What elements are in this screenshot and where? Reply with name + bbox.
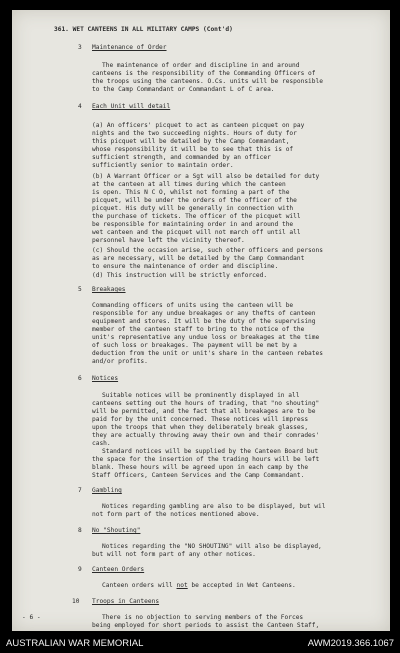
- text-line: canteens is the responsibility of the Commanding Officers of: [92, 70, 316, 77]
- section-title: Gambling: [92, 487, 122, 494]
- text-line: at the canteen at all times during which the canteen: [92, 181, 286, 188]
- text-line: picquet, will be under the orders of the officer of the: [92, 197, 297, 204]
- text-line: the space for the insertion of the trading hours will be left: [92, 456, 320, 463]
- text-line: they are actually throwing away their own and their comrades': [92, 432, 320, 439]
- text-line: responsible for any undue breakages or any thefts of canteen: [92, 310, 316, 317]
- text-line: nights and the two succeeding nights. Hours of duty for: [92, 130, 297, 137]
- section-number: 5: [78, 286, 82, 293]
- text-line: as are necessary, will be detailed by the Camp Commandant: [92, 255, 305, 262]
- text-line: whose responsibility it will be to see that this is of: [92, 146, 294, 153]
- section-title: No "Shouting": [92, 527, 141, 534]
- page-heading: 361. WET CANTEENS IN ALL MILITARY CAMPS (Cont'd): [54, 26, 233, 33]
- text-fragment: Canteen orders will: [102, 582, 177, 589]
- text-line: Commanding officers of units using the canteen will be: [92, 302, 294, 309]
- text-line: not form part of the notices mentioned above.: [92, 511, 260, 518]
- text-line: The maintenance of order and discipline in and around: [102, 62, 300, 69]
- text-line: (a) An officers' picquet to act as canteen picquet on pay: [92, 122, 305, 129]
- text-line: (c) Should the occasion arise, such other officers and persons: [92, 247, 323, 254]
- text-line: blank. These hours will be agreed upon in each camp by the: [92, 464, 309, 471]
- page-number: - 6 -: [22, 614, 41, 621]
- text-line: cash.: [92, 440, 111, 447]
- text-line: be responsible for maintaining order in and around the: [92, 221, 294, 228]
- section-title: Each Unit will detail: [92, 103, 171, 110]
- text-line: Standard notices will be supplied by the Canteen Board but: [102, 448, 319, 455]
- text-line: paid for by the unit concerned. These notices will impress: [92, 416, 309, 423]
- document-page: [12, 10, 390, 631]
- section-number: 10: [72, 598, 80, 605]
- text-line: [102, 582, 296, 590]
- text-line: personnel have left the vicinity thereof.: [92, 237, 245, 244]
- text-line: the troops using the canteens. O.Cs. units will be responsible: [92, 78, 323, 85]
- text-line: but will not form part of any other notices.: [92, 551, 256, 558]
- text-line: picquet. His duty will be generally in connection with: [92, 205, 294, 212]
- section-title: Breakages: [92, 286, 126, 293]
- section-number: 6: [78, 375, 82, 382]
- section-title: Troops in Canteens: [92, 598, 160, 605]
- text-line: to the Camp Commandant or Commandant L of C area.: [92, 86, 275, 93]
- text-line: deduction from the unit or unit's share in the canteen rebates: [92, 350, 323, 357]
- section-number: 9: [78, 566, 82, 573]
- text-line: canteens setting out the hours of trading, that "no shouting": [92, 400, 320, 407]
- section-number: 4: [78, 103, 82, 110]
- text-fragment: be accepted in Wet Canteens.: [187, 582, 296, 589]
- text-line: (b) A Warrant Officer or a Sgt will also be detailed for duty: [92, 173, 320, 180]
- text-line: upon the troops that when they deliberately break glasses,: [92, 424, 309, 431]
- text-line: and/or profits.: [92, 358, 148, 365]
- text-line: There is no objection to serving members of the Forces: [102, 614, 304, 621]
- text-line: Notices regarding the "NO SHOUTING" will also be displayed,: [102, 543, 322, 550]
- text-line: wet canteen and the picquet will not march off until all: [92, 229, 301, 236]
- footer-catalog-id: AWM2019.366.1067: [307, 638, 394, 649]
- text-line: is open. This N C O, whilst not forming a part of the: [92, 189, 290, 196]
- section-number: 3: [78, 44, 82, 51]
- text-line: Suitable notices will be prominently displayed in all: [102, 392, 300, 399]
- section-title: Maintenance of Order: [92, 44, 167, 51]
- archive-footer: [0, 631, 400, 653]
- text-line: Notices regarding gambling are also to be displayed, but wil: [102, 503, 326, 510]
- emphasis-not: not: [176, 582, 188, 589]
- text-line: (d) This instruction will be strictly enforced.: [92, 272, 268, 279]
- section-number: 7: [78, 487, 82, 494]
- section-number: 8: [78, 527, 82, 534]
- text-line: member of the canteen staff to bring to the notice of the: [92, 326, 305, 333]
- text-line: Staff Officers, Canteen Services and the Camp Commandant.: [92, 472, 305, 479]
- text-line: sufficiently senior to maintain order.: [92, 162, 234, 169]
- text-line: the purchase of tickets. The officer of the picquet will: [92, 213, 301, 220]
- text-line: to ensure the maintenance of order and discipline.: [92, 263, 279, 270]
- text-line: equipment and stores. It will be the duty of the supervising: [92, 318, 316, 325]
- text-line: this picquet will be detailed by the Camp Commandant,: [92, 138, 290, 145]
- text-line: sufficient strength, and commanded by an officer: [92, 154, 271, 161]
- footer-institution: AUSTRALIAN WAR MEMORIAL: [6, 638, 144, 649]
- text-line: of such loss or breakages. The payment will be met by a: [92, 342, 297, 349]
- text-line: unit's representative any undue loss or breakages at the time: [92, 334, 320, 341]
- text-line: will be permitted, and the fact that all breakages are to be: [92, 408, 316, 415]
- text-line: being employed for short periods to assist the Canteen Staff,: [92, 622, 320, 629]
- section-title: Notices: [92, 375, 119, 382]
- section-title: Canteen Orders: [92, 566, 145, 573]
